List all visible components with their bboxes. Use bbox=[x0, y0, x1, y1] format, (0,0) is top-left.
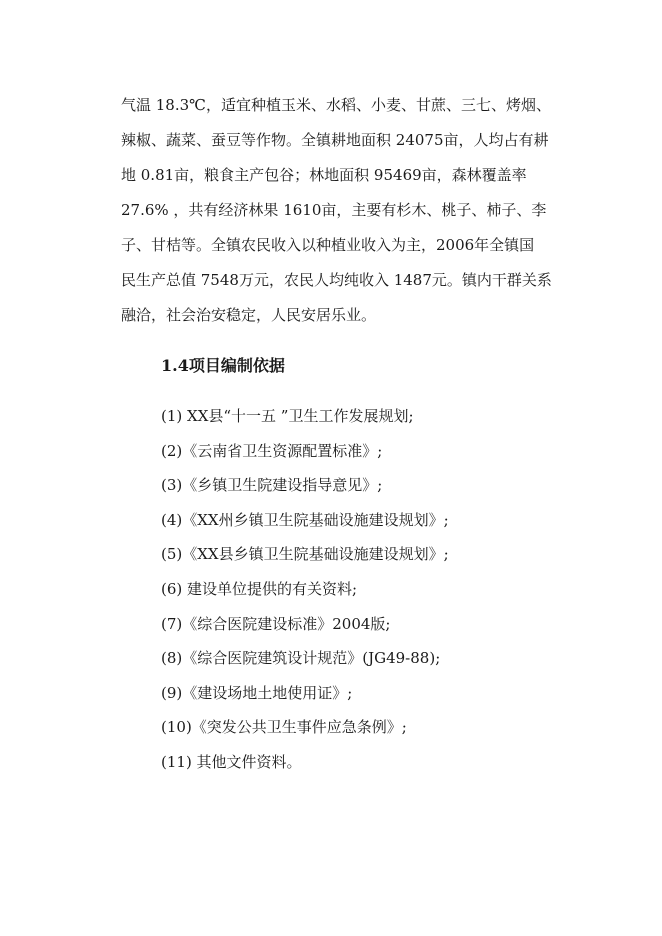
reference-item: (2)《云南省卫生资源配置标准》; bbox=[161, 441, 383, 460]
paragraph-line: 地 0.81亩，粮食主产包谷；林地面积 95469亩，森林覆盖率 bbox=[121, 166, 527, 184]
reference-item: (11) 其他文件资料。 bbox=[161, 752, 302, 771]
reference-item: (5)《XX县乡镇卫生院基础设施建设规划》; bbox=[161, 545, 449, 564]
paragraph-line: 27.6% ，共有经济林果 1610亩，主要有杉木、桃子、柿子、李 bbox=[121, 201, 547, 219]
reference-item: (8)《综合医院建筑设计规范》(JG49-88); bbox=[161, 649, 441, 668]
reference-item: (4)《XX州乡镇卫生院基础设施建设规划》; bbox=[161, 510, 449, 529]
paragraph-line: 民生产总值 7548万元，农民人均纯收入 1487元。镇内干群关系 bbox=[121, 271, 552, 289]
body-paragraph bbox=[121, 88, 551, 333]
paragraph-line: 气温 18.3℃，适宜种植玉米、水稻、小麦、甘蔗、三七、烤烟、 bbox=[121, 96, 551, 114]
reference-item: (7)《综合医院建设标准》2004版; bbox=[161, 614, 391, 633]
reference-list bbox=[161, 399, 449, 780]
reference-item: (1) XX县“十一五 ”卫生工作发展规划; bbox=[161, 407, 414, 425]
reference-item: (10)《突发公共卫生事件应急条例》; bbox=[161, 718, 407, 737]
reference-item: (6) 建设单位提供的有关资料; bbox=[161, 579, 358, 598]
reference-item: (9)《建设场地土地使用证》; bbox=[161, 683, 353, 702]
paragraph-line: 融洽，社会治安稳定，人民安居乐业。 bbox=[121, 306, 377, 324]
paragraph-line: 辣椒、蔬菜、蚕豆等作物。全镇耕地面积 24075亩，人均占有耕 bbox=[121, 131, 549, 149]
section-heading: 1.4项目编制依据 bbox=[161, 356, 285, 375]
paragraph-line: 子、甘桔等。全镇农民收入以种植业收入为主，2006年全镇国 bbox=[121, 236, 535, 254]
reference-item: (3)《乡镇卫生院建设指导意见》; bbox=[161, 476, 383, 495]
